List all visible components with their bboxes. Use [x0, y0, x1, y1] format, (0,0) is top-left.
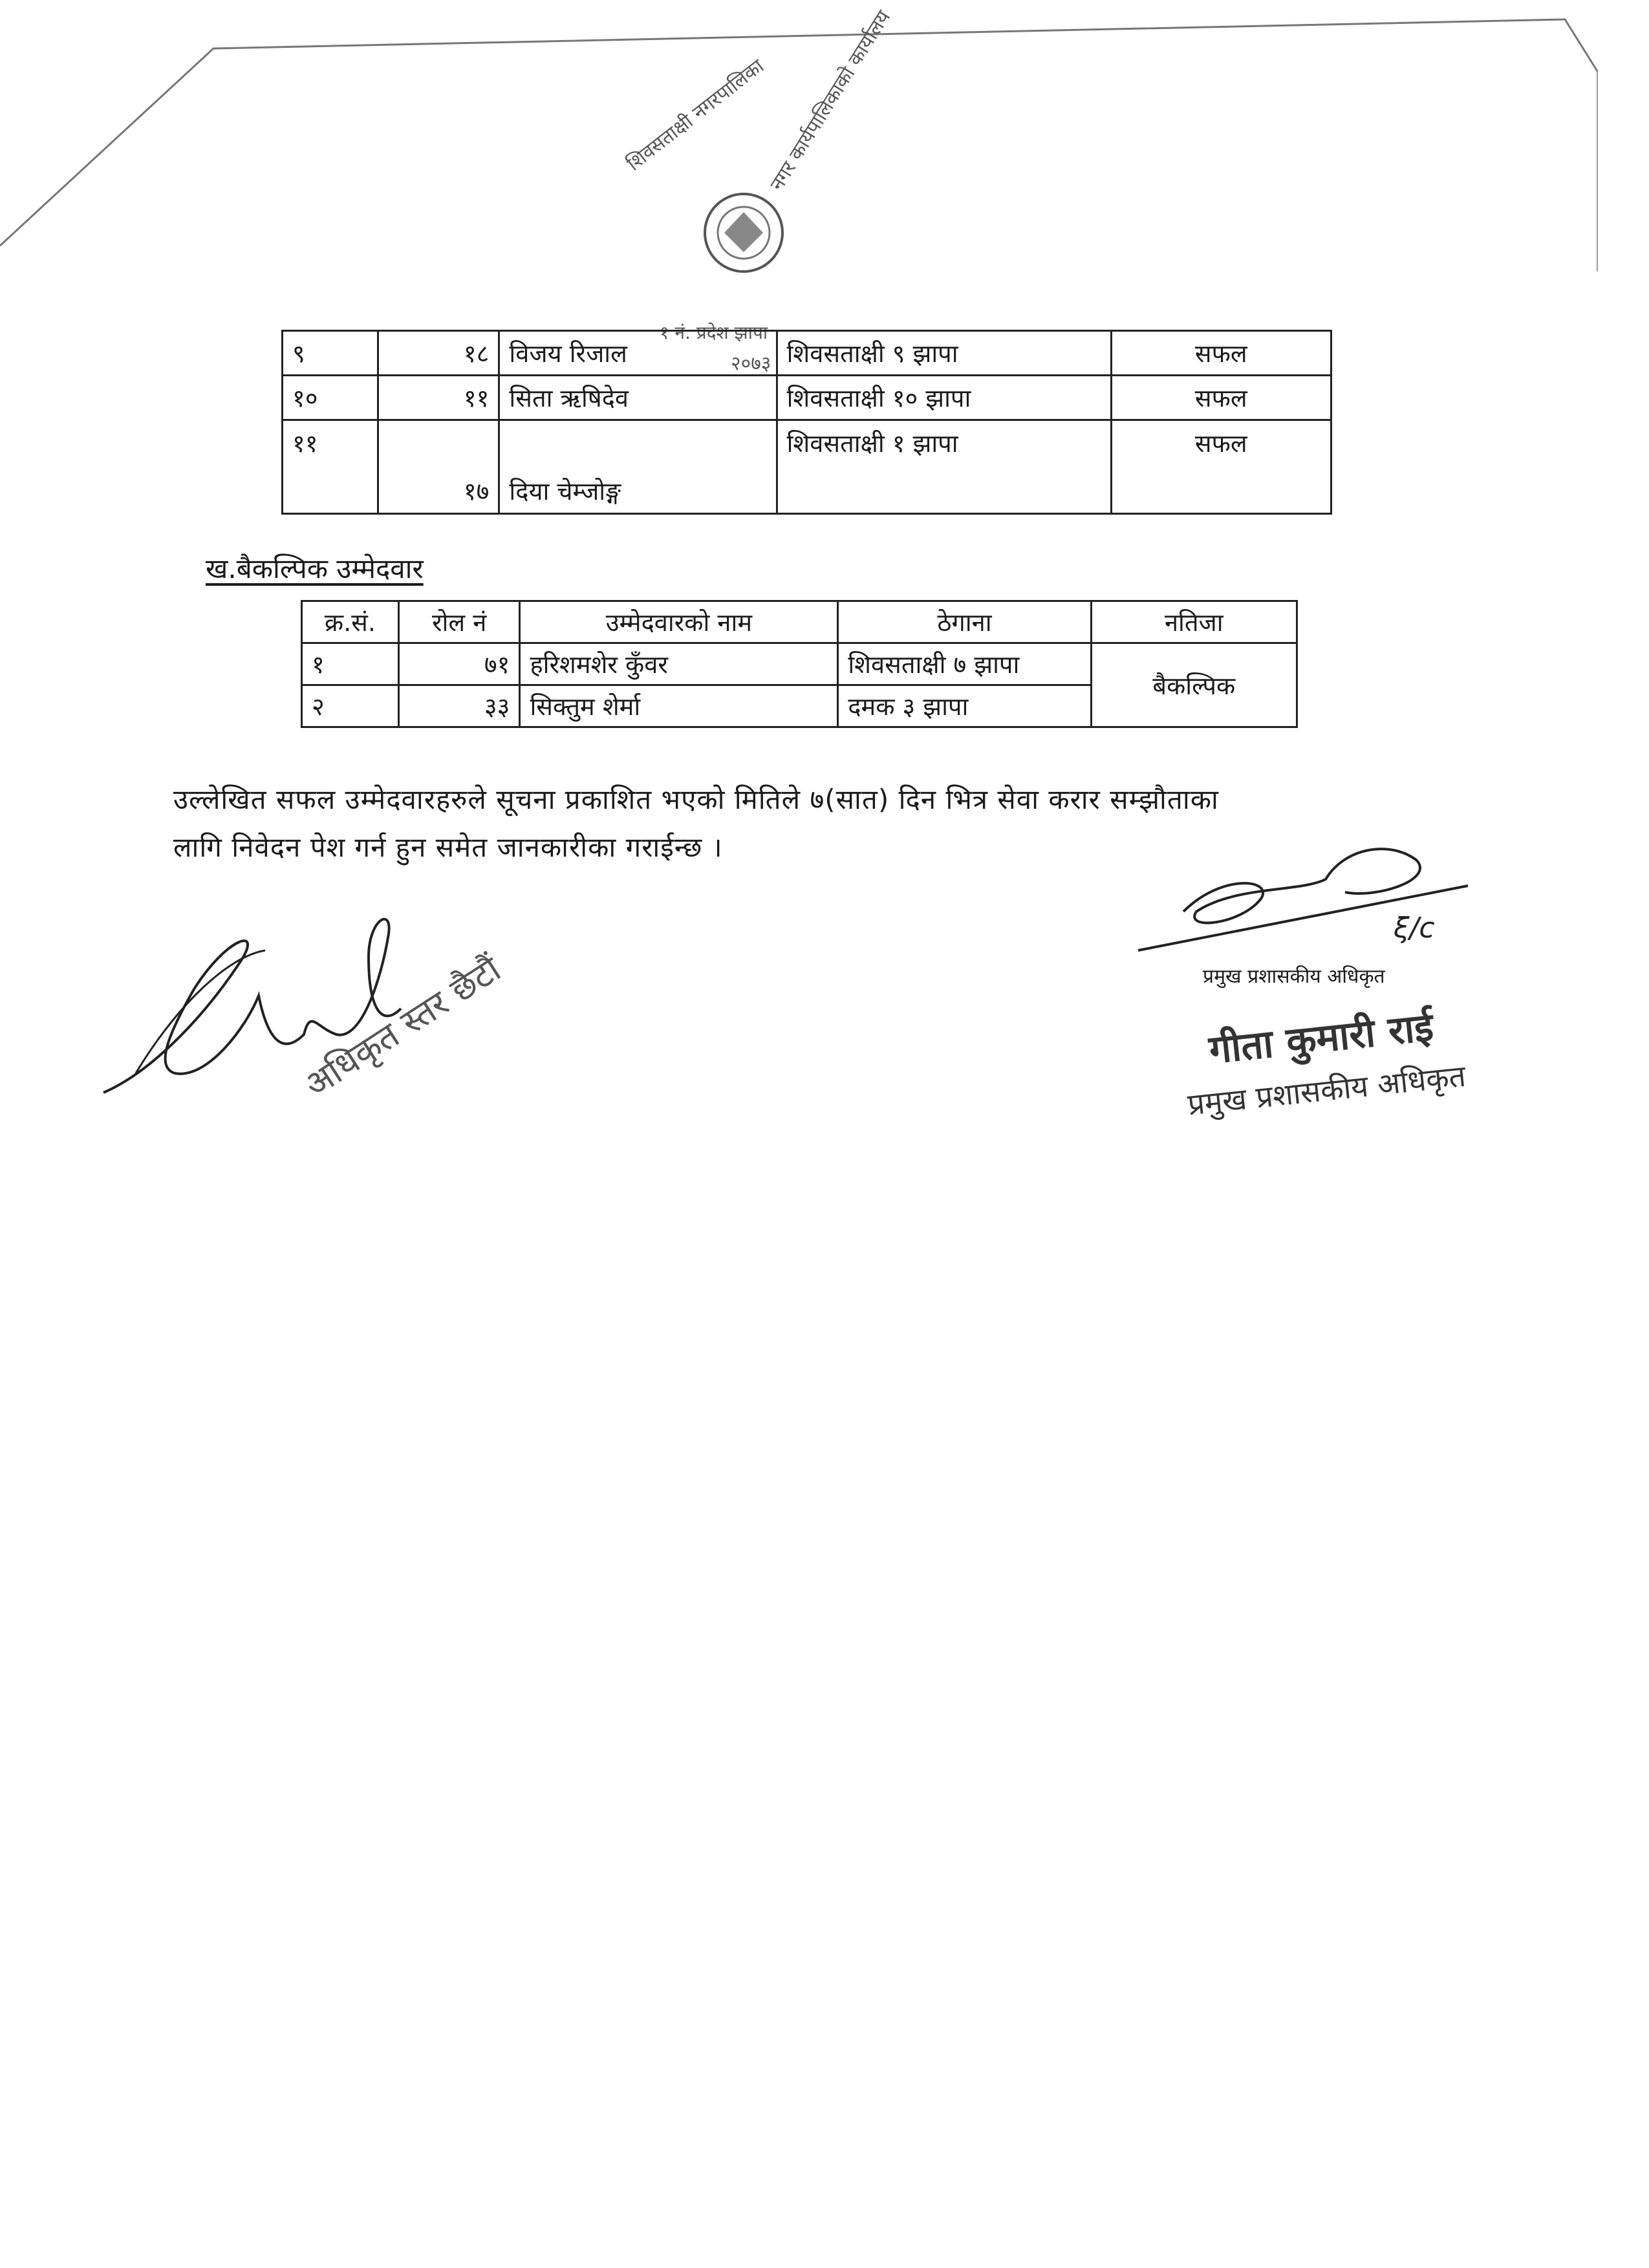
result-cell: सफल: [1111, 376, 1331, 420]
seal-line-1: शिवसताक्षी नगरपालिका: [623, 54, 769, 176]
chief-admin-officer-label: प्रमुख प्रशासकीय अधिकृत: [1203, 965, 1385, 988]
sn-cell: १: [302, 643, 399, 685]
stamp-officer-title: प्रमुख प्रशासकीय अधिकृत: [1185, 1058, 1468, 1122]
sn-cell: १०: [283, 376, 378, 420]
roll-cell: ३३: [398, 685, 520, 727]
successful-candidates-table: [281, 330, 1332, 515]
table-header-row: [302, 601, 1297, 643]
sn-cell: २: [302, 685, 399, 727]
address-cell: दमक ३ झापा: [838, 685, 1091, 727]
roll-cell: १८: [378, 331, 499, 376]
sn-cell: ११: [283, 420, 378, 514]
result-cell: सफल: [1111, 420, 1331, 514]
name-cell: हरिशमशेर कुँवर: [520, 643, 838, 685]
address-cell: शिवसताक्षी ९ झापा: [777, 331, 1111, 376]
table-row: [283, 376, 1331, 420]
alternate-candidates-table: [301, 600, 1298, 728]
header-address: ठेगाना: [838, 601, 1091, 643]
roll-cell: ११: [378, 376, 499, 420]
seal-line-3: १ नं. प्रदेश झापा: [660, 322, 768, 343]
left-officer-stamp: अधिकृत स्तर छैटौं: [297, 948, 508, 1106]
name-cell: दिया चेम्जोङ्ग: [499, 420, 777, 514]
address-cell: शिवसताक्षी ७ झापा: [838, 643, 1091, 685]
table-row: [302, 643, 1297, 685]
roll-cell: १७: [378, 420, 499, 514]
table-row: [283, 420, 1331, 514]
alternate-candidates-heading: ख.बैकल्पिक उम्मेदवार: [206, 553, 424, 584]
roll-cell: ७१: [398, 643, 520, 685]
table-row: [283, 331, 1331, 376]
result-cell: सफल: [1111, 331, 1331, 376]
address-cell: शिवसताक्षी १ झापा: [777, 420, 1111, 514]
name-cell: सिता ऋषिदेव: [499, 376, 777, 420]
stamp-officer-name: गीता कुमारी राई: [1207, 1004, 1436, 1073]
chief-officer-stamp: [1151, 993, 1502, 1182]
name-cell: सिक्तुम शेर्मा: [520, 685, 838, 727]
seal-line-4: २०७३: [731, 352, 771, 375]
name-cell: विजय रिजाल: [499, 331, 777, 376]
header-roll: रोल नं: [398, 601, 520, 643]
header-result: नतिजा: [1091, 601, 1297, 643]
notice-line-1: उल्लेखित सफल उम्मेदवारहरुले सूचना प्रकाशित भएको मितिले ७(सात) दिन भित्र सेवा करार सम्झौताका: [173, 784, 1219, 815]
header-sn: क्र.सं.: [302, 601, 399, 643]
result-cell: बैकल्पिक: [1091, 643, 1297, 727]
right-initials: ξ/c: [1394, 912, 1435, 945]
sn-cell: ९: [283, 331, 378, 376]
seal-line-2: नगर कार्यपालिकाको कार्यालय: [766, 6, 896, 195]
address-cell: शिवसताक्षी १० झापा: [777, 376, 1111, 420]
notice-line-2: लागि निवेदन पेश गर्न हुन समेत जानकारीका गराईन्छ ।: [173, 831, 723, 863]
header-name: उम्मेदवारको नाम: [520, 601, 838, 643]
